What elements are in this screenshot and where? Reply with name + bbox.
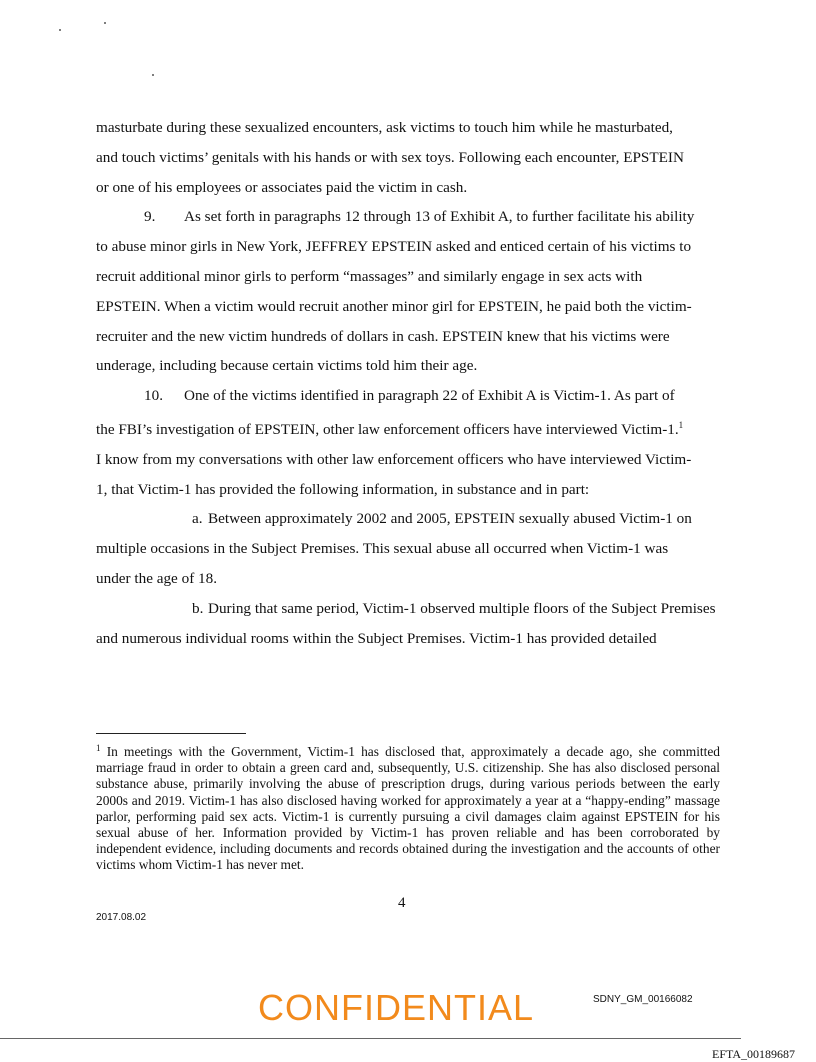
text-line: under the age of 18. [96,570,218,588]
paragraph-9 [96,202,723,381]
footnote-text: In meetings with the Government, Victim-1 has disclosed that, approximately a decade ago, she committed marriage fraud in order to obtain a green card and, subsequently, U.S. citizenship. She has also disclosed personal substance abuse, primarily involving the abuse of prescription drugs, during various periods between the early 2000s and 2019. Victim-1 has also disclosed having worked for approximately a year at a “happy-ending” massage parlor, performing paid sex acts. Victim-1 is currently pursuing a civil damages claim against EPSTEIN for his sexual abuse of her. Information provided by Victim-1 has proven reliable and has been corroborated by independent evidence, including documents and records obtained during the investigation and the accounts of other victims whom Victim-1 has never met. [96,744,720,873]
item-letter: b. [192,599,204,617]
text-run: During that same period, Victim-1 observed multiple floors of the Subject Premises [208,599,716,617]
text-line [96,594,723,624]
confidential-stamp: CONFIDENTIAL [258,987,535,1028]
text-line: 1, that Victim-1 has provided the following information, in substance and in part: [96,480,590,498]
item-letter: a. [192,510,203,528]
text-line [96,411,723,445]
scan-speck [152,74,154,76]
date-code: 2017.08.02 [96,912,147,923]
text-line: EPSTEIN. When a victim would recruit another minor girl for EPSTEIN, he paid both the victim- [96,297,692,315]
bates-number: SDNY_GM_00166082 [593,994,693,1005]
text-line: to abuse minor girls in New York, JEFFREY EPSTEIN asked and enticed certain of his victims to [96,238,692,256]
text-run: the FBI’s investigation of EPSTEIN, other law enforcement officers have interviewed Victim-1. [96,421,679,439]
text-line: and touch victims’ genitals with his hands or with sex toys. Following each encounter, EPSTEIN [96,148,684,166]
paragraph-number: 10. [144,387,163,405]
text-run: Between approximately 2002 and 2005, EPSTEIN sexually abused Victim-1 on [208,510,692,528]
text-line: or one of his employees or associates paid the victim in cash. [96,178,468,196]
text-run: As set forth in paragraphs 12 through 13 of Exhibit A, to further facilitate his ability [184,208,695,226]
footnote-marker: 1 [96,743,101,753]
scan-speck [59,29,61,31]
efta-number: EFTA_00189687 [712,1047,796,1061]
page-number: 4 [398,895,406,911]
text-line: underage, including because certain victims told him their age. [96,357,478,375]
footnote-reference: 1 [678,419,684,430]
footnote [96,740,720,874]
footnote-divider [96,733,246,734]
paragraph-number: 9. [144,208,156,226]
text-line: masturbate during these sexualized encounters, ask victims to touch him while he masturbated, [96,119,673,136]
item-a [96,504,723,593]
body-text [96,113,723,653]
text-line: multiple occasions in the Subject Premises. This sexual abuse all occurred when Victim-1 was [96,540,669,558]
paragraph-10 [96,381,723,504]
text-line [96,381,723,411]
text-run: One of the victims identified in paragraph 22 of Exhibit A is Victim-1. As part of [184,387,675,405]
text-line: and numerous individual rooms within the Subject Premises. Victim-1 has provided detailed [96,629,657,647]
text-line [96,504,723,534]
bottom-divider [0,1038,741,1039]
text-line: recruit additional minor girls to perform “massages” and similarly engage in sex acts with [96,267,643,285]
intro-paragraph [96,113,723,202]
scan-speck [104,22,106,24]
text-line: recruiter and the new victim hundreds of dollars in cash. EPSTEIN knew that his victims were [96,327,670,345]
item-b [96,594,723,654]
text-line [96,202,723,232]
text-line: I know from my conversations with other law enforcement officers who have interviewed Victim- [96,450,692,468]
